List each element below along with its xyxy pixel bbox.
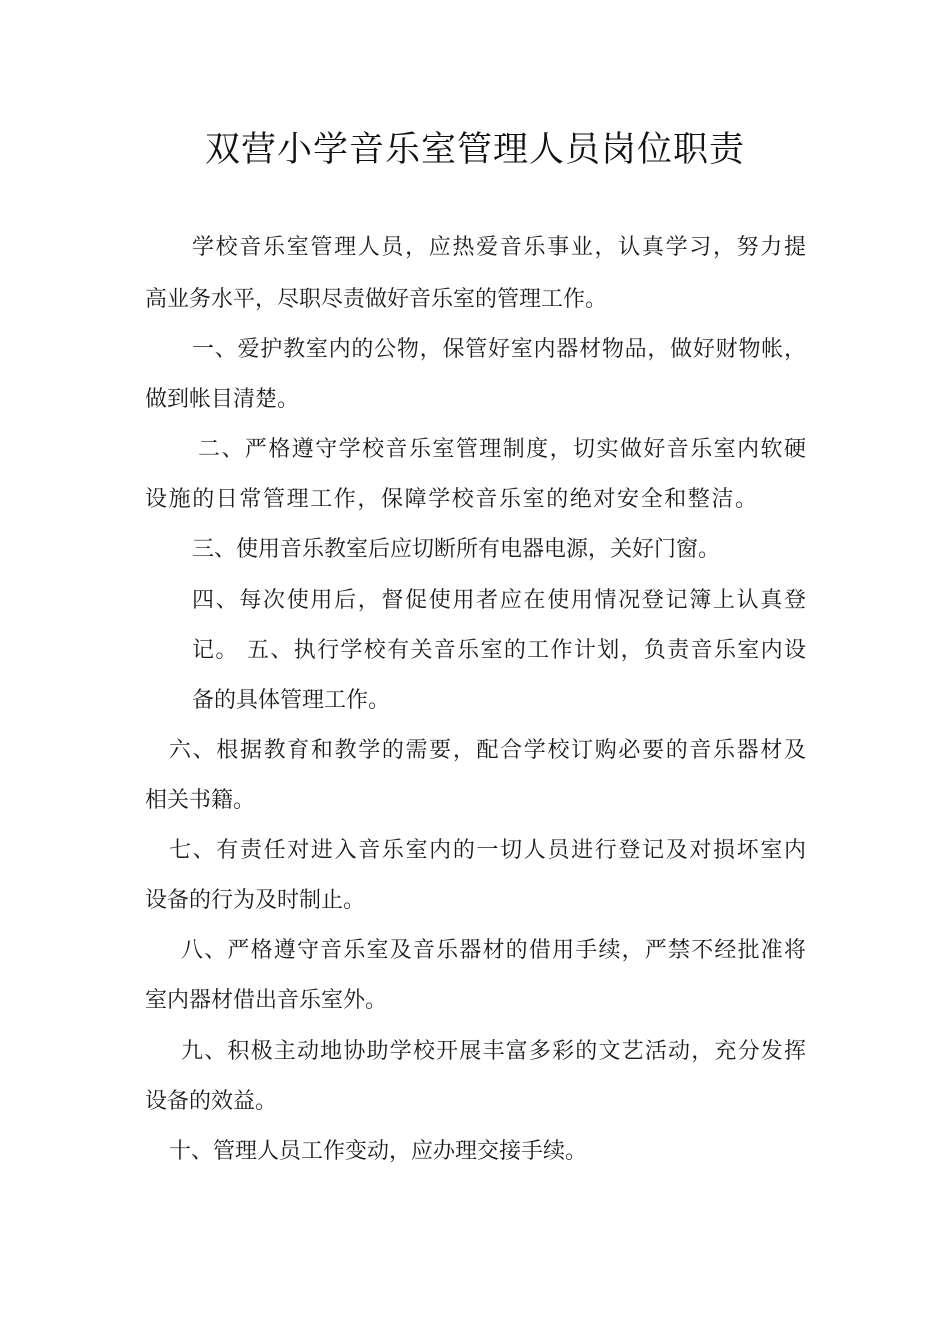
text-line: 八、严格遵守音乐室及音乐器材的借用手续，严禁不经批准将 [181,938,806,963]
text-line: 设施的日常管理工作，保障学校音乐室的绝对安全和整洁。 [145,487,757,512]
text-line: 七、有责任对进入音乐室内的一切人员进行登记及对损坏室内 [169,838,806,863]
text-line: 高业务水平，尽职尽责做好音乐室的管理工作。 [145,287,608,312]
text-line: 设备的行为及时制止。 [145,888,366,913]
text-line: 四、每次使用后，督促使用者应在使用情况登记簿上认真登 [192,588,806,613]
text-line: 一、爱护教室内的公物，保管好室内器材物品，做好财物帐， [192,337,806,362]
text-line: 学校音乐室管理人员，应热爱音乐事业，认真学习，努力提 [192,235,806,260]
text-line: 记。 五、执行学校有关音乐室的工作计划，负责音乐室内设 [192,638,806,663]
text-line: 十、管理人员工作变动，应办理交接手续。 [169,1139,588,1164]
text-line: 备的具体管理工作。 [192,688,391,713]
text-line: 室内器材借出音乐室外。 [145,988,388,1013]
text-line: 六、根据教育和教学的需要，配合学校订购必要的音乐器材及 [169,738,806,763]
text-line: 三、使用音乐教室后应切断所有电器电源，关好门窗。 [192,537,721,562]
text-line: 九、积极主动地协助学校开展丰富多彩的文艺活动，充分发挥 [181,1039,806,1064]
text-line: 二、严格遵守学校音乐室管理制度，切实做好音乐室内软硬 [198,437,806,462]
text-line: 相关书籍。 [145,788,256,813]
text-line: 设备的效益。 [145,1089,278,1114]
document-title: 双营小学音乐室管理人员岗位职责 [204,130,745,170]
text-line: 做到帐目清楚。 [145,387,300,412]
